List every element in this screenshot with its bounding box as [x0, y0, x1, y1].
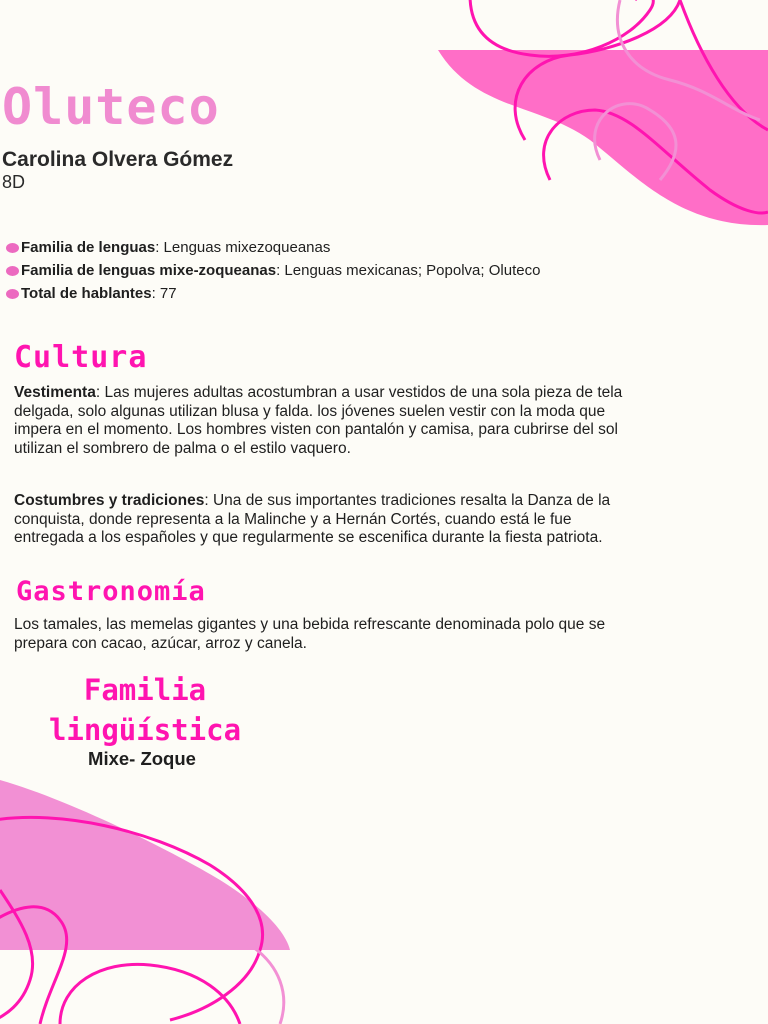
vestimenta-text: : Las mujeres adultas acostumbran a usar vestidos de una sola pieza de tela delgada, solo algunas utilizan blusa y falda. los jóvenes suelen vestir con la moda que impera en el momento. Los hombres visten con pantalón y camisa, para cubrirse del sol utilizan el sombrero de palma o el estilo vaquero.	[14, 384, 623, 457]
bullet-icon	[6, 289, 19, 299]
bullet-icon	[6, 266, 19, 276]
familia-heading	[14, 670, 276, 750]
decorative-blob-top	[430, 0, 768, 240]
fact-value: : 77	[151, 285, 177, 302]
list-item	[6, 284, 626, 303]
facts-list	[6, 238, 626, 307]
familia-heading-line1: Familia	[83, 673, 207, 707]
page-title: Oluteco	[2, 78, 220, 136]
familia-value: Mixe- Zoque	[88, 748, 196, 769]
vestimenta-paragraph	[14, 384, 624, 458]
fact-value: : Lenguas mixezoqueanas	[155, 239, 331, 256]
list-item	[6, 261, 626, 280]
fact-value: : Lenguas mexicanas; Popolva; Oluteco	[276, 262, 541, 279]
familia-heading-line2: lingüística	[48, 713, 242, 747]
costumbres-paragraph	[14, 492, 624, 548]
vestimenta-label: Vestimenta	[14, 384, 96, 401]
list-item	[6, 238, 626, 257]
gastronomia-heading: Gastronomía	[16, 576, 206, 607]
group-label: 8D	[2, 172, 26, 192]
fact-label: Total de hablantes	[21, 285, 152, 302]
costumbres-text: : Una de sus importantes tradiciones resalta la Danza de la conquista, donde representa a la Malinche y a Hernán Cortés, cuando está le fue entregada a los españoles y que regularmente se escenifica durante la fiesta patriota.	[14, 492, 611, 546]
gastronomia-text: Los tamales, las memelas gigantes y una bebida refrescante denominada polo que se prepara con cacao, azúcar, arroz y canela.	[14, 616, 606, 652]
fact-label: Familia de lenguas mixe-zoqueanas	[21, 262, 277, 279]
costumbres-label: Costumbres y tradiciones	[14, 492, 205, 509]
author-name: Carolina Olvera Gómez	[2, 148, 234, 171]
fact-label: Familia de lenguas	[21, 239, 156, 256]
cultura-heading: Cultura	[14, 340, 148, 375]
decorative-blob-bottom	[0, 770, 300, 1024]
bullet-icon	[6, 243, 19, 253]
